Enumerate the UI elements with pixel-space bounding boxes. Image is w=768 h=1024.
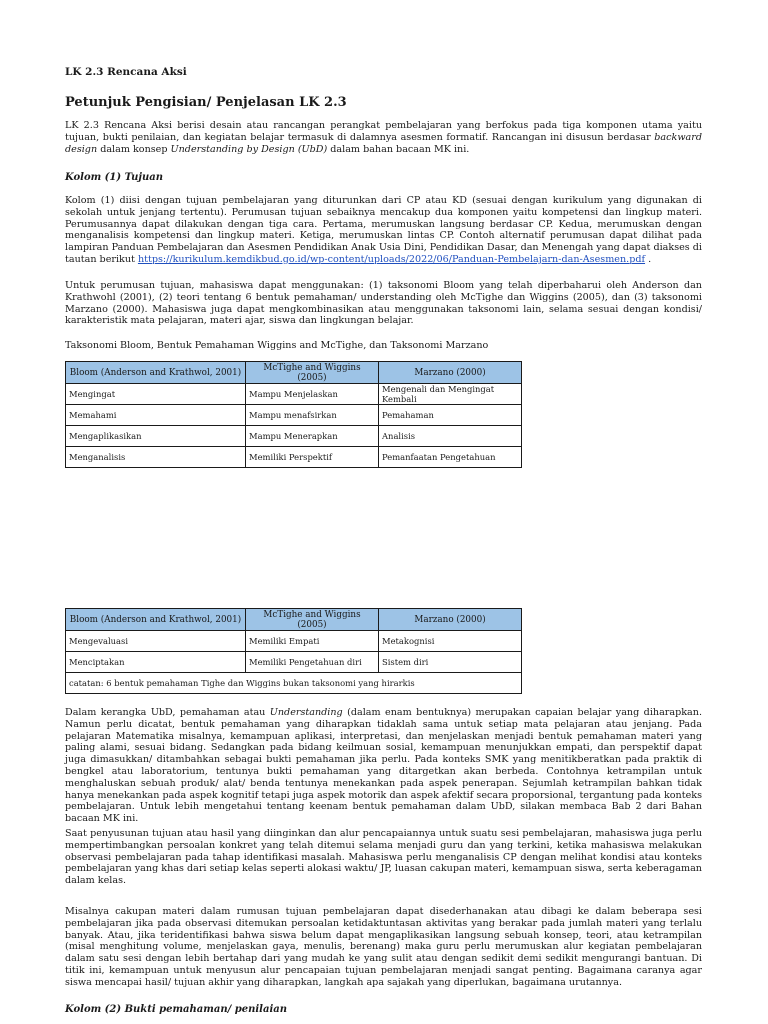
- kolom1-paragraph-2: Untuk perumusan tujuan, mahasiswa dapat menggunakan: (1) taksonomi Bloom yang telah diperbaharui oleh Anderson dan Krathwohl (2001), (2) teori tentang 6 bentuk pemahaman/ understanding oleh McTighe dan Wiggins (2005), dan (3) taksonomi Marzano (2000). Mahasiswa juga dapat mengkombinasikan atau menggunakan taksonomi lain, selama sesuai dengan kondisi/ karakteristik mata pelajaran, materi ajar, siswa dan lingkungan belajar.: [65, 280, 702, 327]
- intro-text: LK 2.3 Rencana Aksi berisi desain atau rancangan perangkat pembelajaran yang berfokus pada tiga komponen utama yaitu tujuan, bukti penilaian, dan kegiatan belajar termasuk di dalamnya asesmen formatif. Rancangan ini disusun berdasar: [65, 120, 702, 143]
- table-row: [66, 426, 522, 447]
- table-row: [66, 384, 522, 405]
- table-header-row: [66, 609, 522, 631]
- table-header-row: [66, 362, 522, 384]
- kolom2-heading: Kolom (2) Bukti pemahaman/ penilaian: [65, 1004, 288, 1015]
- table-cell: Pemahaman: [379, 405, 522, 426]
- table-row: [66, 405, 522, 426]
- table-cell: Analisis: [379, 426, 522, 447]
- header-bloom: Bloom (Anderson and Krathwol, 2001): [66, 609, 246, 631]
- body-text-2: (dalam enam bentuknya) merupakan capaian belajar yang diharapkan. Namun perlu dicatat, bentuk pemahaman yang diharapkan tidaklah sama untuk setiap mata pelajaran atau jenjang. Pada pelajaran Matematika misalnya, kemampuan aplikasi, interpretasi, dan menjelaskan menjadi bentuk pemahaman materi yang paling alami, sesuai bidang. Sedangkan pada bidang keilmuan sosial, kemampuan menunjukkan empati, dan perspektif dapat juga dimasukkan/ ditambahkan sebagai bukti pemahaman jika perlu. Pada konteks SMK yang menitikberatkan pada praktik di bengkel atau laboratorium, tentunya bukti pemahaman yang ditargetkan akan berbeda. Contohnya ketrampilan untuk menghaluskan sebuah produk/ alat/ benda tentunya menekankan pada aspek penerapan. Sejumlah ketrampilan bahkan tidak hanya menekankan pada aspek kognitif tetapi juga aspek motorik dan aspek afektif secara proporsional, tergantung pada konteks pembelajaran. Untuk lebih mengetahui tentang keenam bentuk pemahaman dalam UbD, silakan membaca Bab 2 dari Bahan bacaan MK ini.: [65, 707, 702, 825]
- body-text: Dalam kerangka UbD, pemahaman atau: [65, 707, 270, 718]
- kolom1-text-end: .: [645, 253, 652, 265]
- table-cell: Mampu menafsirkan: [246, 405, 379, 426]
- taxonomy-table-1: [65, 361, 522, 468]
- body-paragraph-2: Saat penyusunan tujuan atau hasil yang diinginkan dan alur pencapaiannya untuk suatu sesi pembelajaran, mahasiswa juga perlu mempertimbangkan persoalan konkret yang telah ditemui selama menjadi guru dan yang terkini, ketika mahasiswa melakukan observasi pembelajaran pada tahap identifikasi masalah. Mahasiswa perlu menganalisis CP dengan melihat kondisi atau konteks pembelajaran yang khas dari setiap kelas seperti alokasi waktu/ JP, luasan cakupan materi, kemampuan siswa, serta keberagaman dalam kelas.: [65, 828, 702, 887]
- header-marzano: Marzano (2000): [379, 362, 522, 384]
- table-cell: Mampu Menerapkan: [246, 426, 379, 447]
- table-cell: Memiliki Perspektif: [246, 447, 379, 468]
- document-label: LK 2.3 Rencana Aksi: [65, 66, 187, 78]
- table-cell: Metakognisi: [379, 631, 522, 652]
- table-cell: Mampu Menjelaskan: [246, 384, 379, 405]
- table-cell: Mengevaluasi: [66, 631, 246, 652]
- body-paragraph-1: [65, 707, 702, 825]
- header-marzano: Marzano (2000): [379, 609, 522, 631]
- table-cell: Mengenali dan Mengingat Kembali: [379, 384, 522, 405]
- panduan-link[interactable]: https://kurikulum.kemdikbud.go.id/wp-content/uploads/2022/06/Panduan-Pembelajarn-dan-Asesmen.pdf: [137, 253, 646, 265]
- intro-term-ubd: Understanding by Design (UbD): [170, 143, 328, 155]
- kolom1-text: Kolom (1) diisi dengan tujuan pembelajaran yang diturunkan dari CP atau KD (sesuai dengan kurikulum yang digunakan di sekolah untuk jenjang tertentu). Perumusan tujuan sebaiknya mencakup dua komponen yaitu kompetensi dan lingkup materi. Perumusannya dapat dilakukan dengan tiga cara. Pertama, merumuskan langsung berdasar CP. Kedua, merumuskan dengan menganalisis kompetensi dan lingkup materi. Ketiga, merumuskan lintas CP. Contoh alternatif perumusan dapat dilihat pada lampiran Panduan Pembelajaran dan Asesmen Pendidikan Anak Usia Dini, Pendidikan Dasar, dan Menengah yang dapat diakses di tautan berikut: [65, 195, 702, 265]
- kolom1-paragraph-1: [65, 195, 702, 266]
- taxonomy-table-2: [65, 608, 522, 694]
- header-mctighe: McTighe and Wiggins (2005): [246, 362, 379, 384]
- table-cell: Memiliki Pengetahuan diri: [246, 652, 379, 673]
- body-paragraph-3: Misalnya cakupan materi dalam rumusan tujuan pembelajaran dapat disederhanakan atau dibagi ke dalam beberapa sesi pembelajaran jika pada observasi ditemukan persoalan ketidaktuntasan aktivitas yang berakar pada jumlah materi yang terlalu banyak. Atau, jika teridentifikasi bahwa siswa belum dapat mengaplikasikan langsung sebuah konsep, teori, atau ketrampilan (misal menghitung volume, menjelaskan gaya, menulis, berenang) maka guru perlu merumuskan alur kegiatan pembelajaran dalam satu sesi dengan lebih bertahap dari yang mudah ke yang sulit atau dengan sedikit demi sedikit mengurangi bantuan. Di titik ini, kemampuan untuk menyusun alur pencapaian tujuan pembelajaran menjadi sangat penting. Bagaimana caranya agar siswa mencapai hasil/ tujuan akhir yang diharapkan, langkah apa sajakah yang diperlukan, bagaimana urutannya.: [65, 906, 702, 988]
- table-cell: Menciptakan: [66, 652, 246, 673]
- table-cell: Menganalisis: [66, 447, 246, 468]
- table-cell: Mengaplikasikan: [66, 426, 246, 447]
- table-cell: Sistem diri: [379, 652, 522, 673]
- kolom1-heading: Kolom (1) Tujuan: [65, 172, 164, 183]
- intro-text-2: dalam konsep: [97, 143, 171, 155]
- page-title: Petunjuk Pengisian/ Penjelasan LK 2.3: [65, 95, 347, 110]
- intro-term-backward-design: backward design: [65, 131, 702, 155]
- body-term-understanding: Understanding: [269, 707, 343, 718]
- header-mctighe: McTighe and Wiggins (2005): [246, 609, 379, 631]
- table-note-row: [66, 673, 522, 694]
- intro-paragraph: [65, 120, 702, 155]
- table-cell: Mengingat: [66, 384, 246, 405]
- table-cell: Pemanfaatan Pengetahuan: [379, 447, 522, 468]
- intro-text-3: dalam bahan bacaan MK ini.: [327, 143, 470, 155]
- table-row: [66, 652, 522, 673]
- table-row: [66, 631, 522, 652]
- table-row: [66, 447, 522, 468]
- table-cell: Memiliki Empati: [246, 631, 379, 652]
- table-cell: Memahami: [66, 405, 246, 426]
- header-bloom: Bloom (Anderson and Krathwol, 2001): [66, 362, 246, 384]
- table-note: catatan: 6 bentuk pemahaman Tighe dan Wiggins bukan taksonomi yang hirarkis: [66, 673, 522, 694]
- table-caption: Taksonomi Bloom, Bentuk Pemahaman Wiggins and McTighe, dan Taksonomi Marzano: [65, 340, 489, 351]
